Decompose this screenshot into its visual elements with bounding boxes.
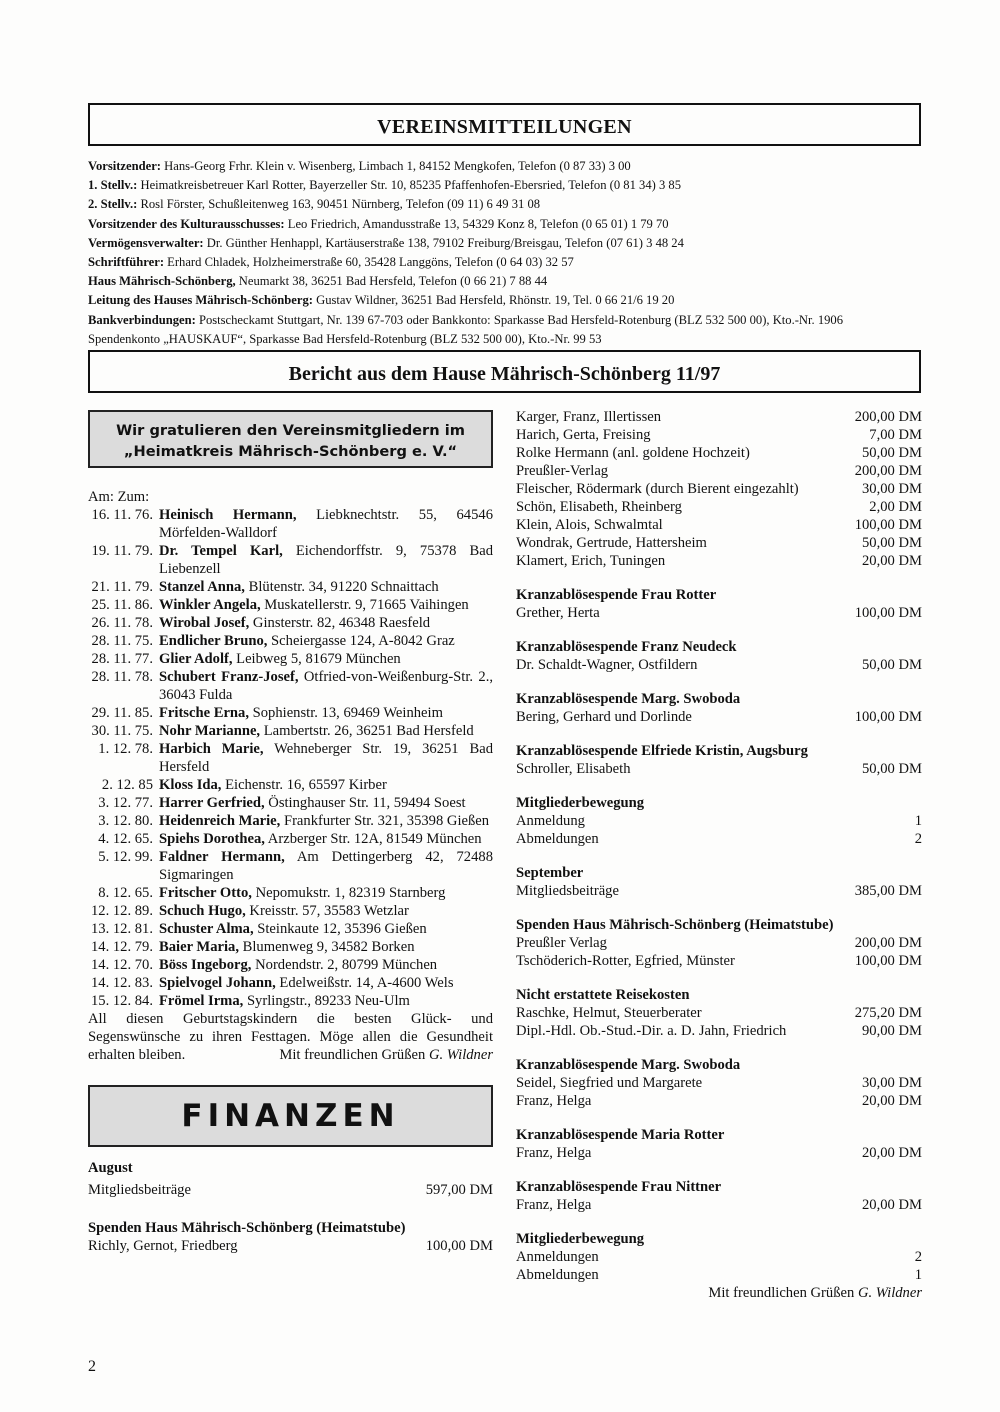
birthday-name: Spiehs Dorothea, — [159, 831, 265, 847]
info-label: Haus Mährisch-Schönberg, — [88, 274, 236, 289]
section-line-label: Seidel, Siegfried und Margarete — [516, 1075, 703, 1091]
donation-label: Harich, Gerta, Freising — [516, 427, 651, 443]
birthday-entry — [88, 704, 493, 722]
wishes-text: All diesen Geburtstagskindern die besten Glück- und Segenswünsche zu ihren Festtagen. Möge allen die Gesundheit erhalten bleiben. — [88, 1011, 493, 1063]
donation-amount: 7,00 DM — [869, 427, 922, 443]
info-row — [88, 215, 928, 234]
section-line-label: Anmeldung — [516, 813, 585, 829]
info-text: Rosl Förster, Schußleitenweg 163, 90451 Nürnberg, Telefon (09 11) 6 49 31 08 — [137, 197, 541, 212]
section-heading: Spenden Haus Mährisch-Schönberg (Heimatstube) — [516, 917, 834, 933]
birthday-address: Muskatellerstr. 9, 71665 Vaihingen — [260, 597, 469, 613]
info-row — [88, 291, 928, 310]
section-line — [516, 1144, 922, 1162]
section-line — [516, 760, 922, 778]
finance-section — [516, 742, 922, 778]
section-line-amount: 385,00 DM — [854, 883, 922, 899]
info-label: Bankverbindungen: — [88, 312, 196, 327]
birthday-date: 16. 11. 76. — [91, 507, 153, 523]
birthday-entry — [88, 956, 493, 974]
section-line — [516, 656, 922, 674]
birthday-date: 4. 12. 65. — [98, 831, 153, 847]
info-row — [88, 157, 928, 176]
section-line-label: Dr. Schaldt-Wagner, Ostfildern — [516, 657, 698, 673]
section-line — [516, 812, 922, 830]
birthday-name: Fritscher Otto, — [159, 885, 252, 901]
birthday-name: Glier Adolf, — [159, 651, 233, 667]
info-row — [88, 176, 928, 195]
section-line-amount: 1 — [914, 813, 922, 829]
gratulation-line-2: „Heimatkreis Mährisch-Schönberg e. V.“ — [123, 443, 458, 460]
section-line-amount: 2 — [914, 831, 922, 847]
section-line-amount: 100,00 DM — [854, 605, 922, 621]
wishes-signature: Mit freundlichen Grüßen G. Wildner — [279, 1047, 493, 1063]
section-line-label: Anmeldungen — [516, 1249, 599, 1265]
birthday-name: Baier Maria, — [159, 939, 239, 955]
birthday-entry — [88, 506, 493, 542]
donation-line — [516, 552, 922, 570]
finance-section — [516, 794, 922, 848]
donation-label: Klamert, Erich, Tuningen — [516, 553, 666, 569]
section-line — [516, 952, 922, 970]
section-heading: Kranzablösespende Elfriede Kristin, Augsburg — [516, 743, 808, 759]
page-number: 2 — [88, 1358, 96, 1375]
section-line-label: Abmeldungen — [516, 1267, 599, 1283]
birthday-address: Frankfurter Str. 321, 35398 Gießen — [280, 813, 490, 829]
donation-label: Preußler-Verlag — [516, 463, 609, 479]
birthday-date: 19. 11. 79. — [91, 543, 153, 559]
gratulation-box — [88, 410, 493, 468]
birthday-address: Leibweg 5, 81679 München — [232, 651, 401, 667]
birthday-address: Eichendorffstr. 9, 75378 Bad Liebenzell — [159, 543, 493, 577]
right-column — [516, 408, 922, 1302]
section-line — [516, 1004, 922, 1022]
donation-amount: 100,00 DM — [854, 517, 922, 533]
info-label: Vermögensverwalter: — [88, 235, 204, 250]
birthday-address: Eichenstr. 16, 65597 Kirber — [221, 777, 387, 793]
section-line-amount: 100,00 DM — [854, 709, 922, 725]
section-line-amount: 20,00 DM — [862, 1145, 922, 1161]
donation-amount: 2,00 DM — [869, 499, 922, 515]
birthday-wishes — [88, 1010, 493, 1064]
donation-amount: 200,00 DM — [854, 463, 922, 479]
section-line-label: Franz, Helga — [516, 1093, 592, 1109]
birthday-address: Scheiergasse 124, A-8042 Graz — [267, 633, 455, 649]
finance-section — [516, 864, 922, 900]
section-heading: Kranzablösespende Franz Neudeck — [516, 639, 737, 655]
birthday-date: 28. 11. 78. — [91, 669, 153, 685]
section-line-label: Bering, Gerhard und Dorlinde — [516, 709, 692, 725]
finance-section — [516, 1056, 922, 1110]
section-line-label: Franz, Helga — [516, 1145, 592, 1161]
august-line: Mitgliedsbeiträge 597,00 DM — [88, 1182, 493, 1198]
birthday-date: 5. 12. 99. — [98, 849, 153, 865]
section-line-amount: 30,00 DM — [862, 1075, 922, 1091]
birthday-address: Wehneberger Str. 19, 36251 Bad Hersfeld — [159, 741, 493, 775]
birthday-name: Heinisch Hermann, — [159, 507, 297, 523]
birthday-address: Kreisstr. 57, 35583 Wetzlar — [245, 903, 409, 919]
club-info-block — [88, 157, 928, 349]
section-line-amount: 200,00 DM — [854, 935, 922, 951]
birthday-address: Liebknechtstr. 55, 64546 Mörfelden-Walldorf — [159, 507, 493, 541]
birthday-list — [88, 506, 493, 1010]
august-heading: August — [88, 1160, 133, 1176]
birthday-address: Blütenstr. 34, 91220 Schnaittach — [244, 579, 439, 595]
donation-label: Karger, Franz, Illertissen — [516, 409, 662, 425]
donation-label: Klein, Alois, Schwalmtal — [516, 517, 663, 533]
section-heading: Kranzablösespende Maria Rotter — [516, 1127, 725, 1143]
birthday-address: Edelweißstr. 14, A-4600 Wels — [275, 975, 454, 991]
birthday-address: Östinghauser Str. 11, 59494 Soest — [264, 795, 466, 811]
birthday-entry — [88, 830, 493, 848]
birthday-name: Fritsche Erna, — [159, 705, 249, 721]
section-line — [516, 1074, 922, 1092]
section-line — [516, 882, 922, 900]
finance-sections — [516, 586, 922, 1284]
section-line-label: Grether, Herta — [516, 605, 600, 621]
birthday-address: Syrlingstr., 89233 Neu-Ulm — [243, 993, 410, 1009]
donation-line — [516, 534, 922, 552]
section-heading: Kranzablösespende Frau Rotter — [516, 587, 717, 603]
birthday-date: 25. 11. 86. — [91, 597, 153, 613]
finance-section — [516, 986, 922, 1040]
info-text: Leo Friedrich, Amandusstraße 13, 54329 Konz 8, Telefon (0 65 01) 1 79 70 — [284, 216, 669, 231]
birthday-date: 3. 12. 77. — [98, 795, 153, 811]
info-row — [88, 311, 928, 330]
birthday-entry — [88, 668, 493, 704]
spenden-line-august: Richly, Gernot, Friedberg 100,00 DM — [88, 1238, 493, 1254]
birthday-name: Schuster Alma, — [159, 921, 254, 937]
birthday-name: Schubert Franz-Josef, — [159, 669, 299, 685]
section-heading: Nicht erstattete Reisekosten — [516, 987, 690, 1003]
right-signature-name: G. Wildner — [857, 1285, 922, 1301]
finance-section — [516, 1178, 922, 1214]
donation-label: Wondrak, Gertrude, Hattersheim — [516, 535, 707, 551]
donation-line — [516, 408, 922, 426]
vereinsmitteilungen-title: VEREINSMITTEILUNGEN — [88, 103, 921, 146]
birthday-name: Spielvogel Johann, — [159, 975, 276, 991]
info-text: Gustav Wildner, 36251 Bad Hersfeld, Rhönstr. 19, Tel. 0 66 21/6 19 20 — [312, 293, 675, 308]
donation-line — [516, 480, 922, 498]
birthday-address: Nordendstr. 2, 80799 München — [251, 957, 438, 973]
section-line — [516, 1196, 922, 1214]
birthday-date: 28. 11. 75. — [91, 633, 153, 649]
birthday-entry — [88, 632, 493, 650]
donation-line — [516, 426, 922, 444]
section-line-amount: 1 — [914, 1267, 922, 1283]
section-heading: September — [516, 865, 584, 881]
finance-section — [516, 1126, 922, 1162]
birthday-date: 28. 11. 77. — [91, 651, 153, 667]
birthday-address: Blumenweg 9, 34582 Borken — [238, 939, 415, 955]
birthday-date: 21. 11. 79. — [91, 579, 153, 595]
section-line — [516, 1092, 922, 1110]
finanzen-title: FINANZEN — [88, 1085, 493, 1147]
donation-amount: 50,00 DM — [862, 535, 922, 551]
finance-section — [516, 690, 922, 726]
section-line-amount: 100,00 DM — [854, 953, 922, 969]
birthday-address: Nepomukstr. 1, 82319 Starnberg — [251, 885, 446, 901]
left-column — [88, 410, 493, 1255]
birthday-entry — [88, 596, 493, 614]
am-zum-label: Am: Zum: — [88, 489, 150, 505]
section-heading: Kranzablösespende Marg. Swoboda — [516, 1057, 741, 1073]
section-heading: Mitgliederbewegung — [516, 795, 645, 811]
section-line-label: Preußler Verlag — [516, 935, 607, 951]
birthday-date: 8. 12. 65. — [98, 885, 153, 901]
section-line-amount: 2 — [914, 1249, 922, 1265]
finance-section — [516, 638, 922, 674]
birthday-entry — [88, 848, 493, 884]
donation-line — [516, 498, 922, 516]
info-label: Schriftführer: — [88, 255, 165, 270]
section-line — [516, 604, 922, 622]
section-line-label: Franz, Helga — [516, 1197, 592, 1213]
birthday-name: Schuch Hugo, — [159, 903, 246, 919]
donation-list — [516, 408, 922, 570]
birthday-name: Endlicher Bruno, — [159, 633, 268, 649]
info-row — [88, 330, 928, 349]
donation-label: Schön, Elisabeth, Rheinberg — [516, 499, 682, 515]
info-text: Heimatkreisbetreuer Karl Rotter, Bayerzeller Str. 10, 85235 Pfaffenhofen-Ebersried, Telefon (0 81 34) 3 85 — [137, 178, 682, 193]
info-row — [88, 195, 928, 214]
birthday-entry — [88, 542, 493, 578]
finance-section — [516, 1230, 922, 1284]
birthday-entry — [88, 884, 493, 902]
birthday-entry — [88, 722, 493, 740]
right-signature: Mit freundlichen Grüßen G. Wildner — [708, 1285, 922, 1301]
birthday-name: Heidenreich Marie, — [159, 813, 281, 829]
info-text: Erhard Chladek, Holzheimerstraße 60, 35428 Langgöns, Telefon (0 64 03) 32 57 — [164, 255, 574, 270]
birthday-address: Arzberger Str. 12A, 81549 München — [264, 831, 482, 847]
birthday-name: Faldner Hermann, — [159, 849, 285, 865]
info-text: Neumarkt 38, 36251 Bad Hersfeld, Telefon (0 66 21) 7 88 44 — [235, 274, 548, 289]
birthday-date: 2. 12. 85 — [101, 777, 153, 793]
info-row — [88, 253, 928, 272]
section-line-amount: 275,20 DM — [854, 1005, 922, 1021]
donation-line — [516, 462, 922, 480]
birthday-name: Kloss Ida, — [159, 777, 222, 793]
birthday-name: Dr. Tempel Karl, — [159, 543, 283, 559]
birthday-date: 14. 12. 83. — [90, 975, 153, 991]
birthday-address: Steinkaute 12, 35396 Gießen — [253, 921, 427, 937]
section-heading: Kranzablösespende Frau Nittner — [516, 1179, 722, 1195]
birthday-name: Harbich Marie, — [159, 741, 264, 757]
report-title: Bericht aus dem Hause Mährisch-Schönberg 11/97 — [88, 350, 921, 393]
section-heading: Kranzablösespende Marg. Swoboda — [516, 691, 741, 707]
birthday-entry — [88, 938, 493, 956]
info-label: 2. Stellv.: — [88, 197, 138, 212]
birthday-entry — [88, 776, 493, 794]
section-line-label: Raschke, Helmut, Steuerberater — [516, 1005, 702, 1021]
section-line-amount: 20,00 DM — [862, 1093, 922, 1109]
donation-line — [516, 444, 922, 462]
donation-label: Fleischer, Rödermark (durch Bierent eingezahlt) — [516, 481, 799, 497]
birthday-address: Otfried-von-Weißenburg-Str. 2., 36043 Fulda — [159, 669, 493, 703]
donation-amount: 30,00 DM — [862, 481, 922, 497]
section-line — [516, 830, 922, 848]
section-line-amount: 20,00 DM — [862, 1197, 922, 1213]
birthday-name: Stanzel Anna, — [159, 579, 245, 595]
section-line — [516, 1022, 922, 1040]
birthday-entry — [88, 650, 493, 668]
section-line-amount: 50,00 DM — [862, 657, 922, 673]
birthday-entry — [88, 920, 493, 938]
birthday-entry — [88, 974, 493, 992]
birthday-address: Am Dettingerberg 42, 72488 Sigmaringen — [159, 849, 493, 883]
birthday-entry — [88, 578, 493, 596]
info-text: Postscheckamt Stuttgart, Nr. 139 67-703 oder Bankkonto: Sparkasse Bad Hersfeld-Rotenburg (BLZ 532 500 00), Kto.-Nr. 1906 — [195, 312, 844, 327]
info-text: Hans-Georg Frhr. Klein v. Wisenberg, Limbach 1, 84152 Mengkofen, Telefon (0 87 33) 3 00 — [160, 159, 631, 173]
section-line-amount: 50,00 DM — [862, 761, 922, 777]
birthday-name: Böss Ingeborg, — [159, 957, 252, 973]
birthday-entry — [88, 992, 493, 1010]
info-label: Leitung des Hauses Mährisch-Schönberg: — [88, 293, 313, 308]
birthday-entry — [88, 902, 493, 920]
gratulation-line-1: Wir gratulieren den Vereinsmitgliedern im — [116, 422, 465, 439]
birthday-name: Winkler Angela, — [159, 597, 261, 613]
info-row — [88, 272, 928, 291]
info-label: 1. Stellv.: — [88, 178, 138, 193]
donation-amount: 200,00 DM — [854, 409, 922, 425]
birthday-name: Wirobal Josef, — [159, 615, 250, 631]
wishes-signature-name: G. Wildner — [428, 1047, 493, 1063]
finance-section — [516, 586, 922, 622]
donation-label: Rolke Hermann (anl. goldene Hochzeit) — [516, 445, 750, 461]
birthday-address: Lambertstr. 26, 36251 Bad Hersfeld — [260, 723, 474, 739]
finance-section — [516, 916, 922, 970]
info-label: Vorsitzender: — [88, 159, 161, 173]
donation-amount: 50,00 DM — [862, 445, 922, 461]
birthday-date: 29. 11. 85. — [91, 705, 153, 721]
birthday-date: 14. 12. 70. — [90, 957, 153, 973]
section-line — [516, 708, 922, 726]
section-line — [516, 934, 922, 952]
birthday-date: 30. 11. 75. — [91, 723, 153, 739]
donation-line — [516, 516, 922, 534]
section-line-amount: 90,00 DM — [862, 1023, 922, 1039]
section-line-label: Abmeldungen — [516, 831, 599, 847]
birthday-date: 3. 12. 80. — [98, 813, 153, 829]
birthday-date: 1. 12. 78. — [98, 741, 153, 757]
birthday-name: Frömel Irma, — [159, 993, 244, 1009]
birthday-entry — [88, 740, 493, 776]
birthday-entry — [88, 794, 493, 812]
section-heading: Mitgliederbewegung — [516, 1231, 645, 1247]
birthday-address: Ginsterstr. 82, 46348 Raesfeld — [249, 615, 431, 631]
info-row — [88, 234, 928, 253]
section-line-label: Dipl.-Hdl. Ob.-Stud.-Dir. a. D. Jahn, Friedrich — [516, 1023, 787, 1039]
section-line — [516, 1248, 922, 1266]
info-text: Spendenkonto „HAUSKAUF“, Sparkasse Bad Hersfeld-Rotenburg (BLZ 532 500 00), Kto.-Nr. 99 53 — [88, 331, 602, 346]
birthday-address: Sophienstr. 13, 69469 Weinheim — [248, 705, 443, 721]
info-label: Vorsitzender des Kulturausschusses: — [88, 216, 285, 231]
donation-amount: 20,00 DM — [862, 553, 922, 569]
spenden-heading-august: Spenden Haus Mährisch-Schönberg (Heimatstube) — [88, 1220, 406, 1236]
section-line-label: Schroller, Elisabeth — [516, 761, 631, 777]
section-line-label: Mitgliedsbeiträge — [516, 883, 619, 899]
birthday-date: 13. 12. 81. — [90, 921, 153, 937]
birthday-date: 15. 12. 84. — [90, 993, 153, 1009]
birthday-name: Nohr Marianne, — [159, 723, 261, 739]
birthday-date: 12. 12. 89. — [90, 903, 153, 919]
section-line — [516, 1266, 922, 1284]
birthday-date: 26. 11. 78. — [91, 615, 153, 631]
info-text: Dr. Günther Henhappl, Kartäuserstraße 138, 79102 Freiburg/Breisgau, Telefon (07 61) 3 48 24 — [203, 235, 684, 250]
birthday-entry — [88, 614, 493, 632]
birthday-entry — [88, 812, 493, 830]
birthday-name: Harrer Gerfried, — [159, 795, 265, 811]
birthday-date: 14. 12. 79. — [90, 939, 153, 955]
section-line-label: Tschöderich-Rotter, Egfried, Münster — [516, 953, 735, 969]
